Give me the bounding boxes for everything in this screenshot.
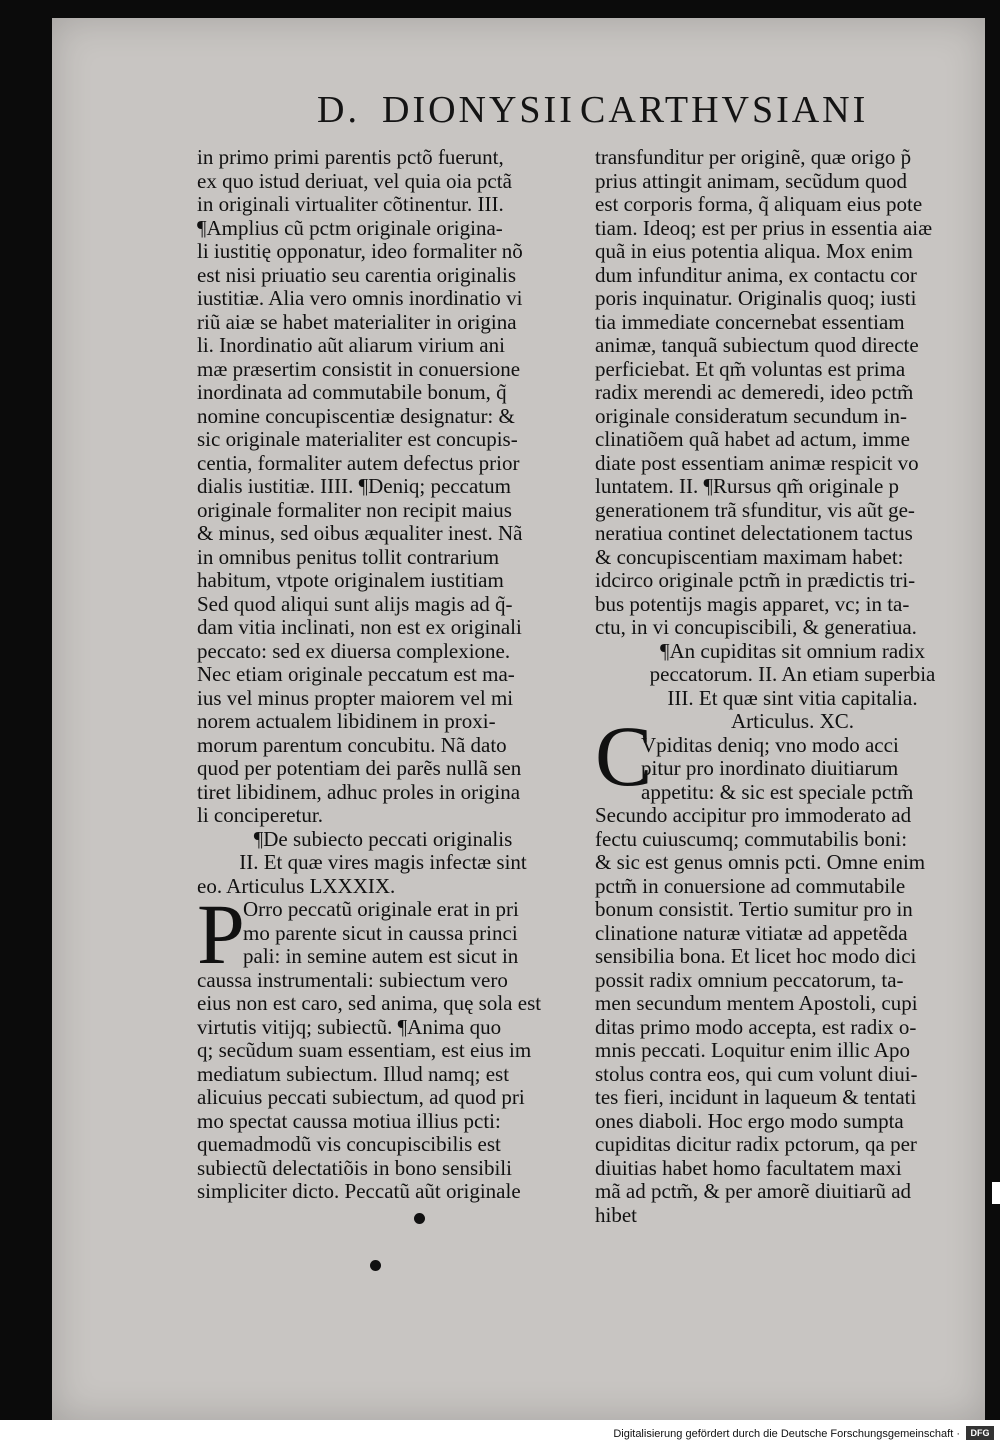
text-line: originale consideratum secundum in- [595, 403, 907, 428]
right-text-column [595, 146, 990, 1227]
text-line: centia, formaliter autem defectus prior [197, 450, 520, 475]
text-line: peccatorum. II. An etiam superbia [649, 662, 936, 686]
text-line: clinatione naturæ vitiatæ ad appetẽda [595, 920, 908, 945]
text-line: prius attingit animam, secũdum quod [595, 168, 908, 193]
text-line: Orro peccatũ originale erat in pri [243, 897, 519, 921]
printer-mark-dot [370, 1260, 381, 1271]
funding-notice: Digitalisierung gefördert durch die Deutsche Forschungsgemeinschaft · [613, 1428, 960, 1440]
text-line: Articulus. XC. [730, 709, 855, 733]
text-line: nomine concupiscentiæ designatur: & [197, 403, 515, 428]
text-line: subiectũ delectatiõis in bono sensibili [197, 1155, 512, 1180]
text-line: pitur pro inordinato diuitiarum [641, 756, 899, 780]
text-line: simpliciter dicto. Peccatũ aũt originale [197, 1179, 521, 1203]
text-line: ditas primo modo accepta, est radix o- [595, 1014, 917, 1039]
text-line: mo spectat caussa motiua illius pcti: [197, 1108, 501, 1133]
text-line: pctm̃ in conuersione ad commutabile [595, 873, 906, 898]
text-line: bus potentijs magis apparet, vc; in ta- [595, 591, 910, 616]
text-line: possit radix omnium peccatorum, ta- [595, 967, 904, 992]
text-line: Sed quod aliqui sunt alijs magis ad q̃- [197, 591, 513, 616]
text-line: mæ præsertim consistit in conuersione [197, 356, 521, 381]
text-line: est corporis forma, q̃ aliquam eius pote [595, 192, 923, 216]
text-line: in omnibus penitus tollit contrarium [197, 544, 500, 569]
text-line: li. Inordinatio aũt aliarum virium ani [197, 333, 505, 357]
text-line: diate post essentiam animæ respicit vo [595, 450, 919, 475]
text-line: hibet [595, 1202, 637, 1227]
text-line: ones diaboli. Hoc ergo modo sumpta [595, 1108, 904, 1133]
footer-bar [0, 1420, 1000, 1444]
text-line: virtutis vitijq; subiectũ. ¶Anima quo [197, 1014, 502, 1039]
text-line: appetitu: & sic est speciale pctm̃ [641, 779, 914, 804]
text-line: transfunditur per originẽ, quæ origo p̃ [595, 145, 912, 169]
text-line: neratiua continet delectationem tactus [595, 521, 913, 545]
text-line: riũ aiæ se habet materialiter in origina [197, 309, 517, 334]
text-line: q; secũdum suam essentiam, est eius im [197, 1038, 532, 1062]
text-line: ¶Amplius cũ pctm originale origina- [197, 215, 503, 240]
text-line: fectu cuiuscumq; commutabilis boni: [595, 826, 908, 851]
text-line: ¶An cupiditas sit omnium radix [660, 638, 925, 663]
text-line: dum infunditur anima, ex contactu cor [595, 262, 917, 287]
text-line: norem actualem libidinem in proxi- [197, 709, 496, 733]
text-line: in primo primi parentis pctõ fuerunt, [197, 145, 504, 169]
text-line: quemadmodũ vis concupiscibilis est [197, 1132, 501, 1156]
header-left: D. [317, 89, 360, 131]
text-line: est nisi priuatio seu carentia originalis [197, 262, 516, 287]
text-line: & sic est genus omnis pcti. Omne enim [595, 850, 926, 874]
drop-cap-p: P [197, 886, 245, 982]
text-line: clinatiõem quã habet ad actum, imme [595, 427, 910, 451]
text-line: originale formaliter non recipit maius [197, 497, 512, 522]
text-line: quod per potentiam dei parẽs nullã sen [197, 756, 522, 780]
text-line: ex quo istud deriuat, vel quia oia pctã [197, 168, 512, 193]
text-line: li conciperetur. [197, 803, 323, 827]
text-line: & concupiscentiam maximam habet: [595, 544, 904, 569]
text-line: III. Et quæ sint vitia capitalia. [667, 685, 918, 710]
text-line: morum parentum concubitu. Nã dato [197, 732, 507, 757]
text-line: sensibilia bona. Et licet hoc modo dici [595, 944, 917, 968]
text-line: tiam. Ideoq; est per prius in essentia aiæ [595, 215, 933, 240]
scan-edge-mark [992, 1182, 1000, 1204]
text-line: in originali virtualiter cõtinentur. III. [197, 192, 504, 216]
header-title: DIONYSII [382, 89, 575, 131]
text-line: iustitiæ. Alia vero omnis inordinatio vi [197, 286, 523, 310]
running-header [52, 88, 985, 142]
text-line: mo parente sicut in caussa princi [243, 920, 518, 945]
text-line: Nec etiam originale peccatum est ma- [197, 662, 515, 686]
text-line: Secundo accipitur pro immoderato ad [595, 803, 912, 827]
text-line: & minus, sed oibus æqualiter inest. Nã [197, 521, 523, 545]
text-line: II. Et quæ vires magis infectæ sint [239, 850, 527, 874]
text-line: peccato: sed ex diuersa complexione. [197, 638, 511, 663]
text-line: dam vitia inclinati, non est ex originali [197, 615, 522, 639]
text-line: quã in eius potentia aliqua. Mox enim [595, 239, 913, 263]
text-line: generationem trã sfunditur, vis aũt ge- [595, 497, 915, 522]
text-line: ctu, in vi concupiscibili, & generatiua. [595, 615, 917, 639]
text-line: Vpiditas deniq; vno modo acci [641, 732, 899, 757]
text-line: luntatem. II. ¶Rursus qm̃ originale p [595, 474, 900, 498]
text-line: radix merendi ac demeredi, ideo pctm̃ [595, 380, 914, 404]
text-line: dialis iustitiæ. IIII. ¶Deniq; peccatum [197, 474, 511, 498]
text-line: animæ, tanquã subiectum quod directe [595, 333, 919, 357]
text-line: poris inquinatur. Originalis quoq; iusti [595, 286, 917, 310]
text-line: caussa instrumentali: subiectum vero [197, 967, 508, 992]
text-line: perficiebat. Et qm̃ voluntas est prima [595, 356, 906, 381]
text-line: alicuius peccati subiectum, ad quod pri [197, 1085, 525, 1109]
text-line: cupiditas dicitur radix pctorum, qa per [595, 1132, 917, 1156]
text-line: stolus contra eos, qui cum volunt diui- [595, 1061, 918, 1086]
text-line: mnis peccati. Loquitur enim illic Apo [595, 1038, 910, 1062]
text-line: li iustitię opponatur, ideo formaliter nõ [197, 239, 523, 263]
text-line: tes fieri, incidunt in laqueum & tentati [595, 1085, 917, 1109]
text-line: eo. Articulus LXXXIX. [197, 873, 396, 898]
text-line: diuitias habet homo facultatem maxi [595, 1155, 902, 1180]
book-page [52, 18, 985, 1420]
text-line: mediatum subiectum. Illud namq; est [197, 1061, 510, 1086]
text-line: tiret libidinem, adhuc proles in origina [197, 779, 521, 804]
left-text-column [197, 146, 569, 1204]
text-line: mã ad pctm̃, & per amorẽ diuitiarũ ad [595, 1179, 912, 1203]
text-line: habitum, vtpote originalem iustitiam [197, 568, 504, 592]
text-line: bonum consistit. Tertio sumitur pro in [595, 897, 913, 921]
text-line: inordinata ad commutabile bonum, q̃ [197, 380, 507, 404]
dfg-logo: DFG [966, 1426, 994, 1440]
text-line: men secundum mentem Apostoli, cupi [595, 991, 918, 1015]
header-subtitle: CARTHVSIANI [580, 89, 869, 131]
text-line: idcirco originale pctm̃ in prædictis tri- [595, 568, 916, 592]
text-line: tia immediate concernebat essentiam [595, 309, 905, 334]
printer-mark-dot [414, 1213, 425, 1224]
text-line: ius vel minus propter maiorem vel mi [197, 685, 514, 710]
drop-cap-c: C [595, 708, 653, 804]
text-line: eius non est caro, sed anima, quę sola est [197, 991, 542, 1015]
text-line: ¶De subiecto peccati originalis [253, 826, 513, 851]
text-line: pali: in semine autem est sicut in [243, 944, 519, 968]
text-line: sic originale materialiter est concupis- [197, 427, 518, 451]
